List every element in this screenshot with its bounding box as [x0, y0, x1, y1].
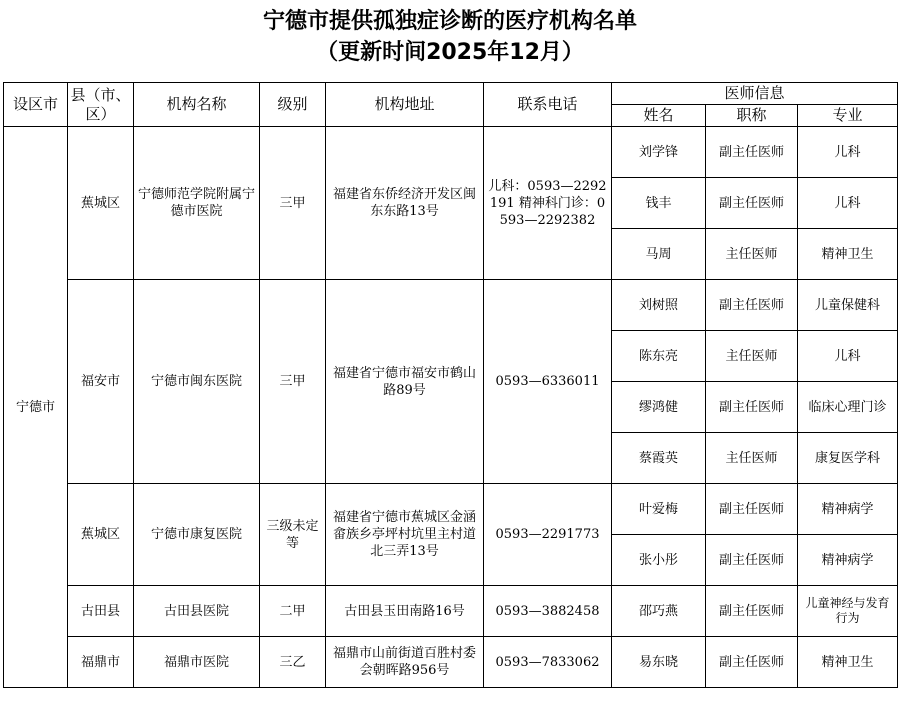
doctor-title-cell: 主任医师: [706, 433, 798, 484]
county-cell: 蕉城区: [68, 127, 134, 280]
doctor-name-cell: 蔡霞英: [612, 433, 706, 484]
phone-cell: 0593—7833062: [484, 637, 612, 688]
institution-table: [3, 82, 898, 688]
doctor-title-cell: 副主任医师: [706, 637, 798, 688]
header-doctor-title: 职称: [706, 105, 798, 127]
header-level: 级别: [260, 83, 326, 127]
address-cell: 古田县玉田南路16号: [326, 586, 484, 637]
county-cell: 福安市: [68, 280, 134, 484]
doctor-specialty-cell: 儿科: [798, 331, 898, 382]
phone-cell: 儿科：0593—2292191 精神科门诊：0593—2292382: [484, 127, 612, 280]
header-institution: 机构名称: [134, 83, 260, 127]
doctor-specialty-cell: 康复医学科: [798, 433, 898, 484]
title-line-2: （更新时间2025年12月）: [316, 40, 584, 65]
doctor-name-cell: 刘学锋: [612, 127, 706, 178]
phone-cell: 0593—6336011: [484, 280, 612, 484]
doctor-title-cell: 副主任医师: [706, 586, 798, 637]
doctor-specialty-cell: 精神病学: [798, 484, 898, 535]
address-cell: 福建省宁德市蕉城区金涵畲族乡亭坪村坑里主村道北三弄13号: [326, 484, 484, 586]
doctor-name-cell: 叶爱梅: [612, 484, 706, 535]
level-cell: 三乙: [260, 637, 326, 688]
doctor-specialty-cell: 儿童神经与发育行为: [798, 586, 898, 637]
address-cell: 福建省宁德市福安市鹤山路89号: [326, 280, 484, 484]
institution-name-cell: 宁德市闽东医院: [134, 280, 260, 484]
level-cell: 二甲: [260, 586, 326, 637]
header-city: 设区市: [4, 83, 68, 127]
header-doctor-info: 医师信息: [612, 83, 898, 105]
header-county: 县（市、区）: [68, 83, 134, 127]
doctor-title-cell: 副主任医师: [706, 382, 798, 433]
doctor-name-cell: 刘树照: [612, 280, 706, 331]
institution-name-cell: 古田县医院: [134, 586, 260, 637]
phone-cell: 0593—3882458: [484, 586, 612, 637]
header-doctor-name: 姓名: [612, 105, 706, 127]
doctor-specialty-cell: 精神病学: [798, 535, 898, 586]
header-phone: 联系电话: [484, 83, 612, 127]
table-row: [4, 586, 898, 637]
doctor-name-cell: 钱丰: [612, 178, 706, 229]
level-cell: 三甲: [260, 280, 326, 484]
institution-name-cell: 宁德市康复医院: [134, 484, 260, 586]
title-line-1: 宁德市提供孤独症诊断的医疗机构名单: [262, 9, 637, 34]
doctor-specialty-cell: 儿科: [798, 178, 898, 229]
doctor-name-cell: 易东晓: [612, 637, 706, 688]
doctor-title-cell: 主任医师: [706, 331, 798, 382]
table-row: [4, 484, 898, 535]
doctor-specialty-cell: 儿科: [798, 127, 898, 178]
table-row: [4, 637, 898, 688]
doctor-name-cell: 缪鸿健: [612, 382, 706, 433]
county-cell: 蕉城区: [68, 484, 134, 586]
county-cell: 古田县: [68, 586, 134, 637]
phone-cell: 0593—2291773: [484, 484, 612, 586]
address-cell: 福建省东侨经济开发区闽东东路13号: [326, 127, 484, 280]
header-address: 机构地址: [326, 83, 484, 127]
doctor-specialty-cell: 临床心理门诊: [798, 382, 898, 433]
level-cell: 三甲: [260, 127, 326, 280]
doctor-title-cell: 副主任医师: [706, 127, 798, 178]
doctor-specialty-cell: 精神卫生: [798, 637, 898, 688]
doctor-title-cell: 副主任医师: [706, 178, 798, 229]
doctor-title-cell: 主任医师: [706, 229, 798, 280]
table-row: [4, 280, 898, 331]
institution-name-cell: 福鼎市医院: [134, 637, 260, 688]
doctor-title-cell: 副主任医师: [706, 484, 798, 535]
doctor-name-cell: 邵巧燕: [612, 586, 706, 637]
page-title: [0, 6, 900, 68]
doctor-specialty-cell: 儿童保健科: [798, 280, 898, 331]
doctor-title-cell: 副主任医师: [706, 280, 798, 331]
address-cell: 福鼎市山前街道百胜村委会朝晖路956号: [326, 637, 484, 688]
city-cell: 宁德市: [4, 127, 68, 688]
doctor-title-cell: 副主任医师: [706, 535, 798, 586]
doctor-name-cell: 马周: [612, 229, 706, 280]
institution-name-cell: 宁德师范学院附属宁德市医院: [134, 127, 260, 280]
doctor-specialty-cell: 精神卫生: [798, 229, 898, 280]
header-doctor-specialty: 专业: [798, 105, 898, 127]
table-row: [4, 127, 898, 178]
level-cell: 三级未定等: [260, 484, 326, 586]
county-cell: 福鼎市: [68, 637, 134, 688]
doctor-name-cell: 陈东亮: [612, 331, 706, 382]
doctor-name-cell: 张小彤: [612, 535, 706, 586]
